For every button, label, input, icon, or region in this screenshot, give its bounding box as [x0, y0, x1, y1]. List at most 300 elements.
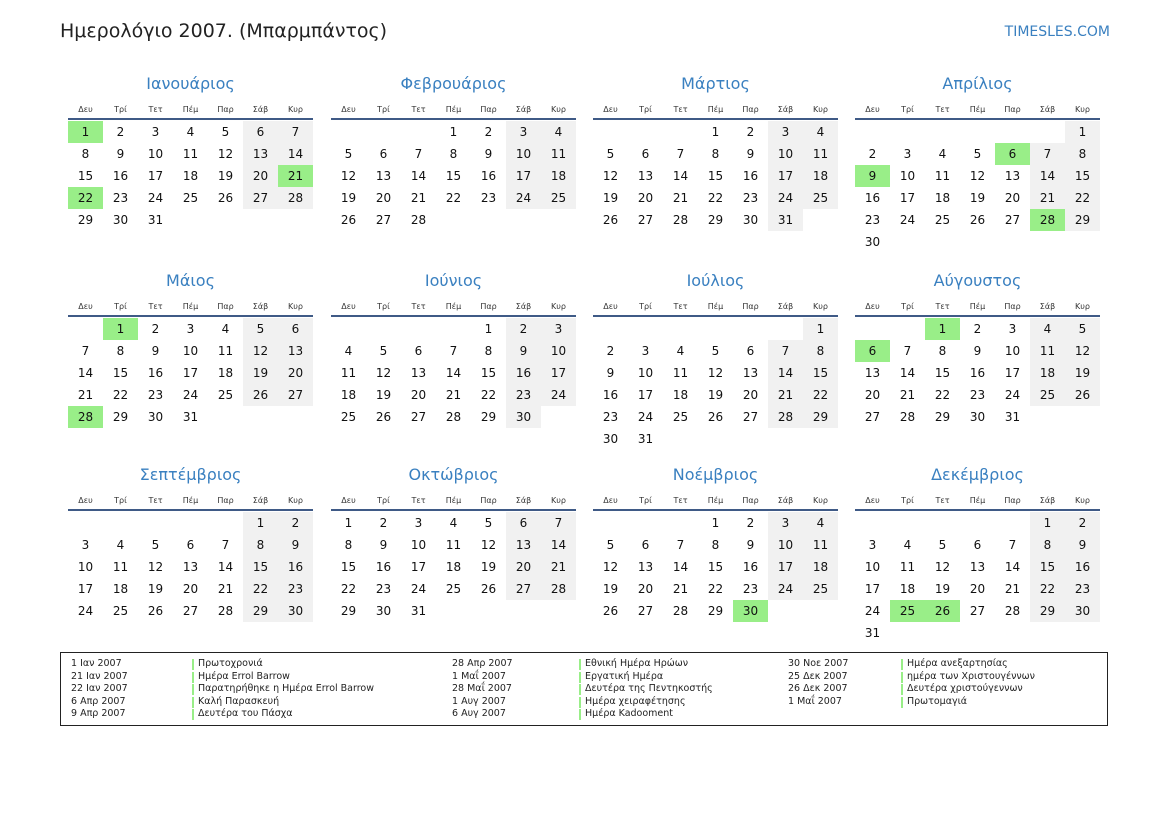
- site-link[interactable]: TIMESLES.COM: [1004, 24, 1110, 40]
- day-cell: 9: [379, 538, 388, 552]
- day-cell: 2: [606, 344, 615, 358]
- day-cell: 17: [77, 582, 94, 596]
- day-cell: 12: [707, 366, 724, 380]
- day-cell: 6: [973, 538, 982, 552]
- weekday-label: Παρ: [742, 104, 759, 114]
- day-cell: 3: [186, 322, 195, 336]
- day-cell: 26: [243, 384, 278, 406]
- day-cell: 15: [480, 366, 497, 380]
- empty-cell: [331, 318, 366, 340]
- day-cell: 20: [278, 362, 313, 384]
- day-cell: 25: [340, 410, 357, 424]
- day-cell: 4: [938, 147, 947, 161]
- weekday-label: Δευ: [78, 301, 93, 311]
- day-cell: 11: [340, 366, 357, 380]
- day-cell: 1: [803, 318, 838, 340]
- day-cell: 14: [410, 169, 427, 183]
- weekday-label: Σάβ: [252, 495, 269, 505]
- weekday-label: Κυρ: [813, 495, 828, 505]
- day-cell: 10: [506, 143, 541, 165]
- weekday-label: Σάβ: [1039, 301, 1056, 311]
- month-name: Αύγουστος: [933, 271, 1022, 290]
- day-cell: 27: [742, 410, 759, 424]
- legend-holiday-name: Ημέρα χειραφέτησης: [585, 695, 686, 707]
- day-cell: 25: [803, 187, 838, 209]
- day-cell: 19: [969, 191, 986, 205]
- day-cell: 28: [410, 213, 427, 227]
- legend-date: 1 Μαΐ 2007: [788, 695, 842, 707]
- day-cell: 24: [637, 410, 654, 424]
- legend-date: 6 Αυγ 2007: [452, 708, 506, 719]
- day-cell: 4: [186, 125, 195, 139]
- day-cell: 7: [1030, 143, 1065, 165]
- day-cell: 17: [899, 191, 916, 205]
- day-cell: 28: [445, 410, 462, 424]
- weekday-label: Κυρ: [813, 104, 828, 114]
- day-cell: 16: [147, 366, 164, 380]
- day-cell: 27: [864, 410, 881, 424]
- legend-holiday-name: Δευτέρα του Πάσχα: [198, 708, 293, 719]
- day-cell: 14: [445, 366, 462, 380]
- day-cell: 15: [1030, 556, 1065, 578]
- day-cell: 3: [151, 125, 160, 139]
- day-cell: 16: [864, 191, 881, 205]
- day-cell: 6: [641, 538, 650, 552]
- day-cell: 13: [182, 560, 199, 574]
- legend-marker: [901, 672, 903, 683]
- legend-holiday-name: Ημέρα ανεξαρτησίας: [907, 658, 1008, 669]
- day-cell: 27: [410, 410, 427, 424]
- day-cell: 17: [541, 362, 576, 384]
- holiday-day: 1: [103, 318, 138, 340]
- weekday-label: Πέμ: [445, 301, 462, 311]
- weekday-label: Κυρ: [288, 301, 303, 311]
- day-cell: 15: [445, 169, 462, 183]
- day-cell: 23: [506, 384, 541, 406]
- legend-marker: [192, 672, 194, 683]
- day-cell: 11: [217, 344, 234, 358]
- weekday-header: [593, 100, 838, 120]
- day-cell: 12: [480, 538, 497, 552]
- day-cell: 22: [707, 191, 724, 205]
- day-cell: 8: [711, 538, 720, 552]
- day-cell: 24: [1004, 388, 1021, 402]
- day-cell: 15: [1065, 165, 1100, 187]
- day-cell: 26: [707, 410, 724, 424]
- empty-cell: [628, 121, 663, 143]
- day-cell: 6: [243, 121, 278, 143]
- day-cell: 18: [340, 388, 357, 402]
- day-cell: 1: [243, 512, 278, 534]
- empty-cell: [68, 512, 103, 534]
- weekday-label: Τετ: [673, 301, 688, 311]
- day-cell: 1: [1065, 121, 1100, 143]
- day-cell: 7: [449, 344, 458, 358]
- day-cell: 22: [480, 388, 497, 402]
- day-cell: 28: [278, 187, 313, 209]
- month-9: [68, 465, 313, 622]
- day-cell: 5: [938, 538, 947, 552]
- day-cell: 28: [217, 604, 234, 618]
- weekday-label: Κυρ: [1075, 495, 1090, 505]
- day-cell: 21: [77, 388, 94, 402]
- day-cell: 28: [1004, 604, 1021, 618]
- day-cell: 30: [969, 410, 986, 424]
- weekday-header: [855, 297, 1100, 317]
- weekday-label: Δευ: [603, 104, 618, 114]
- day-cell: 24: [768, 578, 803, 600]
- weekday-header: [855, 491, 1100, 511]
- day-cell: 15: [243, 556, 278, 578]
- day-cell: 9: [484, 147, 493, 161]
- empty-cell: [855, 512, 890, 534]
- day-cell: 25: [182, 191, 199, 205]
- day-cell: 5: [243, 318, 278, 340]
- day-cell: 9: [746, 147, 755, 161]
- day-cell: 4: [221, 322, 230, 336]
- day-cell: 15: [707, 169, 724, 183]
- day-cell: 24: [864, 604, 881, 618]
- day-cell: 23: [112, 191, 129, 205]
- empty-cell: [208, 512, 243, 534]
- day-cell: 12: [969, 169, 986, 183]
- month-name: Σεπτέμβριος: [139, 465, 242, 484]
- day-cell: 12: [217, 147, 234, 161]
- day-cell: 21: [672, 582, 689, 596]
- empty-cell: [663, 512, 698, 534]
- legend-marker: [901, 684, 903, 695]
- day-cell: 23: [742, 582, 759, 596]
- legend-holiday-name: Παρατηρήθηκε η Ημέρα Errol Barrow: [198, 683, 375, 694]
- legend-holiday-name: Ημέρα Kadooment: [585, 708, 674, 719]
- day-cell: 5: [973, 147, 982, 161]
- weekday-label: Κυρ: [813, 301, 828, 311]
- day-cell: 23: [480, 191, 497, 205]
- day-cell: 17: [864, 582, 881, 596]
- weekday-label: Τρί: [114, 495, 127, 505]
- day-cell: 29: [707, 604, 724, 618]
- day-cell: 1: [711, 125, 720, 139]
- day-cell: 7: [676, 538, 685, 552]
- weekday-header: [855, 100, 1100, 120]
- day-cell: 3: [1008, 322, 1017, 336]
- day-cell: 22: [1065, 187, 1100, 209]
- day-cell: 8: [81, 147, 90, 161]
- day-cell: 16: [969, 366, 986, 380]
- day-cell: 29: [340, 604, 357, 618]
- empty-cell: [173, 512, 208, 534]
- day-cell: 12: [1065, 340, 1100, 362]
- day-cell: 25: [217, 388, 234, 402]
- day-cell: 12: [147, 560, 164, 574]
- day-cell: 3: [414, 516, 423, 530]
- holiday-legend: [60, 652, 1108, 726]
- day-cell: 8: [711, 147, 720, 161]
- month-name: Δεκέμβριος: [931, 465, 1024, 484]
- day-cell: 20: [864, 388, 881, 402]
- day-cell: 11: [803, 143, 838, 165]
- empty-cell: [925, 121, 960, 143]
- day-cell: 22: [445, 191, 462, 205]
- weekday-label: Σάβ: [1039, 104, 1056, 114]
- weekday-label: Κυρ: [551, 104, 566, 114]
- day-cell: 7: [903, 344, 912, 358]
- day-cell: 30: [375, 604, 392, 618]
- empty-cell: [366, 121, 401, 143]
- holiday-day: 28: [1030, 209, 1065, 231]
- day-cell: 10: [768, 143, 803, 165]
- day-cell: 10: [147, 147, 164, 161]
- day-cell: 13: [1004, 169, 1021, 183]
- day-cell: 23: [1065, 578, 1100, 600]
- day-cell: 18: [934, 191, 951, 205]
- day-cell: 3: [506, 121, 541, 143]
- day-grid: [855, 121, 1100, 253]
- day-cell: 5: [1065, 318, 1100, 340]
- day-cell: 29: [480, 410, 497, 424]
- day-cell: 18: [899, 582, 916, 596]
- day-cell: 30: [602, 432, 619, 446]
- day-cell: 4: [803, 121, 838, 143]
- day-cell: 28: [672, 604, 689, 618]
- weekday-label: Τετ: [148, 301, 163, 311]
- day-cell: 25: [112, 604, 129, 618]
- day-cell: 21: [1004, 582, 1021, 596]
- day-cell: 13: [742, 366, 759, 380]
- day-cell: 10: [410, 538, 427, 552]
- day-cell: 18: [182, 169, 199, 183]
- empty-cell: [890, 121, 925, 143]
- day-cell: 8: [116, 344, 125, 358]
- day-cell: 27: [243, 187, 278, 209]
- day-cell: 21: [445, 388, 462, 402]
- day-cell: 10: [77, 560, 94, 574]
- day-cell: 26: [969, 213, 986, 227]
- legend-date: 22 Ιαν 2007: [71, 683, 128, 694]
- day-cell: 15: [340, 560, 357, 574]
- day-cell: 11: [899, 560, 916, 574]
- day-cell: 18: [803, 556, 838, 578]
- weekday-label: Τετ: [148, 104, 163, 114]
- weekday-label: Τετ: [935, 301, 950, 311]
- weekday-label: Πέμ: [969, 104, 986, 114]
- empty-cell: [960, 121, 995, 143]
- legend-holiday-name: Εθνική Ημέρα Ηρώων: [585, 658, 689, 669]
- day-cell: 5: [711, 344, 720, 358]
- weekday-label: Τετ: [935, 495, 950, 505]
- weekday-label: Δευ: [865, 104, 880, 114]
- day-cell: 10: [864, 560, 881, 574]
- day-cell: 26: [480, 582, 497, 596]
- day-cell: 1: [449, 125, 458, 139]
- day-cell: 24: [77, 604, 94, 618]
- day-cell: 23: [278, 578, 313, 600]
- month-name: Ιούλιος: [686, 271, 745, 290]
- day-cell: 5: [606, 538, 615, 552]
- legend-holiday-name: Εργατική Ημέρα: [585, 670, 664, 682]
- day-cell: 29: [803, 406, 838, 428]
- day-cell: 15: [803, 362, 838, 384]
- day-cell: 4: [903, 538, 912, 552]
- day-cell: 24: [768, 187, 803, 209]
- day-cell: 20: [506, 556, 541, 578]
- day-cell: 8: [484, 344, 493, 358]
- day-cell: 8: [344, 538, 353, 552]
- day-cell: 13: [243, 143, 278, 165]
- weekday-label: Τρί: [377, 104, 390, 114]
- day-cell: 8: [1030, 534, 1065, 556]
- day-cell: 30: [278, 600, 313, 622]
- weekday-label: Τετ: [411, 104, 426, 114]
- day-cell: 11: [1030, 340, 1065, 362]
- weekday-label: Παρ: [742, 301, 759, 311]
- day-cell: 29: [1030, 600, 1065, 622]
- day-cell: 22: [243, 578, 278, 600]
- day-cell: 17: [147, 169, 164, 183]
- empty-cell: [593, 512, 628, 534]
- day-cell: 14: [77, 366, 94, 380]
- weekday-label: Δευ: [78, 104, 93, 114]
- weekday-label: Πέμ: [445, 104, 462, 114]
- month-4: [855, 74, 1100, 253]
- legend-marker: [579, 684, 581, 695]
- day-cell: 12: [602, 560, 619, 574]
- legend-marker: [579, 659, 581, 670]
- legend-holiday-name: Ημέρα Errol Barrow: [198, 670, 290, 682]
- weekday-label: Πέμ: [969, 495, 986, 505]
- day-cell: 21: [410, 191, 427, 205]
- day-cell: 2: [1065, 512, 1100, 534]
- weekday-label: Τετ: [935, 104, 950, 114]
- empty-cell: [698, 318, 733, 340]
- empty-cell: [960, 512, 995, 534]
- weekday-label: Τρί: [114, 301, 127, 311]
- day-cell: 4: [116, 538, 125, 552]
- empty-cell: [628, 318, 663, 340]
- weekday-label: Τετ: [411, 301, 426, 311]
- weekday-label: Τρί: [901, 495, 914, 505]
- day-cell: 16: [480, 169, 497, 183]
- day-cell: 23: [147, 388, 164, 402]
- day-cell: 28: [768, 406, 803, 428]
- empty-cell: [890, 512, 925, 534]
- legend-date: 6 Απρ 2007: [71, 695, 126, 707]
- day-cell: 4: [1030, 318, 1065, 340]
- day-cell: 4: [676, 344, 685, 358]
- empty-cell: [593, 318, 628, 340]
- day-cell: 18: [112, 582, 129, 596]
- empty-cell: [768, 318, 803, 340]
- legend-marker: [579, 672, 581, 683]
- empty-cell: [628, 512, 663, 534]
- empty-cell: [366, 318, 401, 340]
- day-cell: 20: [742, 388, 759, 402]
- day-cell: 21: [768, 384, 803, 406]
- day-grid: [331, 121, 576, 231]
- day-cell: 16: [742, 169, 759, 183]
- day-cell: 14: [672, 169, 689, 183]
- day-cell: 26: [1065, 384, 1100, 406]
- weekday-label: Παρ: [1004, 104, 1021, 114]
- day-cell: 21: [541, 556, 576, 578]
- day-cell: 5: [484, 516, 493, 530]
- weekday-label: Παρ: [217, 301, 234, 311]
- day-cell: 14: [899, 366, 916, 380]
- legend-marker: [579, 697, 581, 708]
- day-cell: 19: [602, 582, 619, 596]
- legend-holiday-name: Δευτέρα της Πεντηκοστής: [585, 683, 713, 694]
- weekday-label: Πέμ: [182, 104, 199, 114]
- weekday-label: Πέμ: [969, 301, 986, 311]
- weekday-label: Τρί: [377, 301, 390, 311]
- day-cell: 16: [112, 169, 129, 183]
- day-cell: 2: [868, 147, 877, 161]
- holiday-day: 30: [733, 600, 768, 622]
- day-cell: 16: [1065, 556, 1100, 578]
- day-cell: 13: [637, 169, 654, 183]
- empty-cell: [593, 121, 628, 143]
- day-cell: 26: [602, 604, 619, 618]
- empty-cell: [855, 318, 890, 340]
- day-cell: 6: [379, 147, 388, 161]
- holiday-day: 1: [925, 318, 960, 340]
- day-grid: [593, 512, 838, 622]
- day-cell: 27: [637, 213, 654, 227]
- legend-marker: [192, 697, 194, 708]
- weekday-label: Δευ: [341, 301, 356, 311]
- day-cell: 28: [672, 213, 689, 227]
- day-cell: 21: [899, 388, 916, 402]
- day-cell: 20: [1004, 191, 1021, 205]
- month-12: [855, 465, 1100, 644]
- day-cell: 25: [672, 410, 689, 424]
- month-name: Φεβρουάριος: [400, 74, 507, 93]
- month-name: Οκτώβριος: [408, 465, 499, 484]
- day-cell: 3: [768, 512, 803, 534]
- day-cell: 19: [243, 362, 278, 384]
- weekday-label: Τρί: [901, 301, 914, 311]
- day-cell: 13: [410, 366, 427, 380]
- day-grid: [855, 512, 1100, 644]
- day-cell: 14: [672, 560, 689, 574]
- day-cell: 5: [221, 125, 230, 139]
- day-cell: 2: [278, 512, 313, 534]
- day-cell: 30: [742, 213, 759, 227]
- day-cell: 29: [112, 410, 129, 424]
- day-cell: 24: [506, 187, 541, 209]
- holiday-day: 6: [995, 143, 1030, 165]
- empty-cell: [1030, 121, 1065, 143]
- day-cell: 15: [707, 560, 724, 574]
- weekday-label: Δευ: [603, 301, 618, 311]
- day-cell: 9: [116, 147, 125, 161]
- day-cell: 2: [746, 516, 755, 530]
- day-cell: 23: [969, 388, 986, 402]
- weekday-label: Κυρ: [288, 495, 303, 505]
- day-cell: 24: [541, 384, 576, 406]
- day-grid: [855, 318, 1100, 428]
- day-cell: 5: [379, 344, 388, 358]
- day-cell: 21: [217, 582, 234, 596]
- day-cell: 29: [77, 213, 94, 227]
- day-cell: 12: [243, 340, 278, 362]
- weekday-label: Παρ: [1004, 495, 1021, 505]
- day-cell: 30: [147, 410, 164, 424]
- weekday-label: Σάβ: [777, 495, 794, 505]
- day-grid: [593, 121, 838, 231]
- day-cell: 25: [934, 213, 951, 227]
- day-cell: 15: [77, 169, 94, 183]
